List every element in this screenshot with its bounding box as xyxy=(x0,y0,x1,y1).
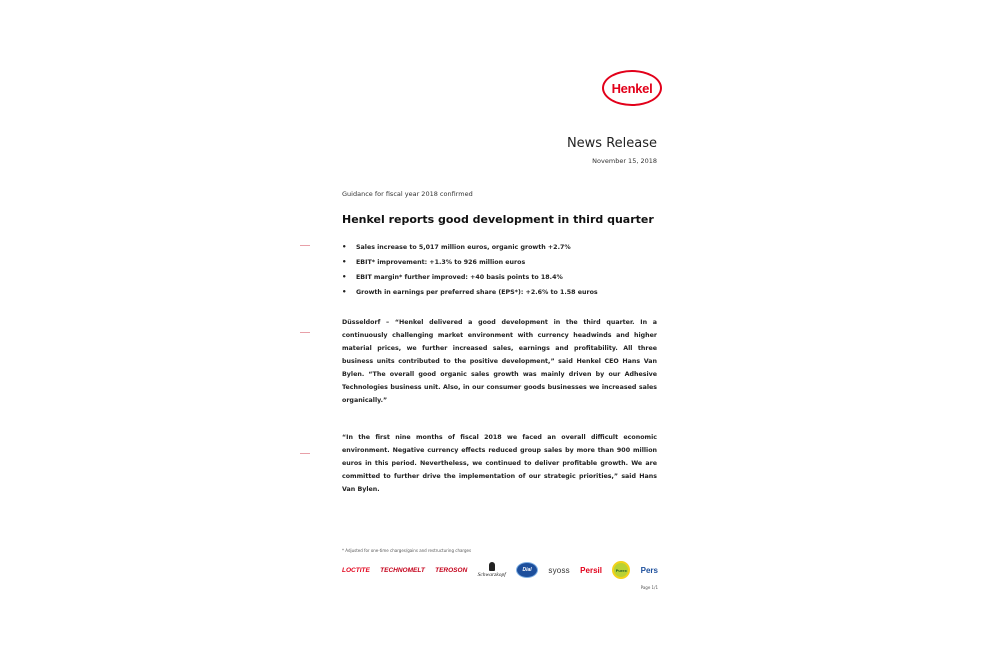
loctite-logo: LOCTITE xyxy=(342,566,370,574)
technomelt-logo: TECHNOMELT xyxy=(380,566,425,574)
highlights-list xyxy=(342,241,598,301)
release-title: News Release xyxy=(566,136,657,151)
body-paragraph: “In the first nine months of fiscal 2018 we faced an overall difficult economic environment. Negative currency effects reduced group sales by more than 900 million euros in this period. Nevertheless, we continued to deliver profitable growth. We are committed to further drive the implementation of our strategic priorities,” said Hans Van Bylen. xyxy=(342,434,657,493)
henkel-logo-text: Henkel xyxy=(611,80,653,96)
purex-logo xyxy=(612,561,630,579)
henkel-logo xyxy=(602,70,662,106)
article-subtitle: Guidance for fiscal year 2018 confirmed xyxy=(342,190,473,198)
body-paragraph: Düsseldorf – “Henkel delivered a good development in the third quarter. In a continuously challenging market environment with currency headwinds and higher material prices, we further increased sales, earnings and profitability. All three business units contributed to the positive development,” said Henkel CEO Hans Van Bylen. “The overall good organic sales growth was mainly driven by our Adhesive Technologies business unit. Also, in our consumer goods businesses we increased sales organically.” xyxy=(342,319,657,404)
purex-logo-text: Purex xyxy=(615,567,627,573)
syoss-logo: syoss xyxy=(548,565,570,575)
teroson-logo: TEROSON xyxy=(435,566,468,574)
brand-logos-row xyxy=(342,559,658,581)
dial-logo-text: Dial xyxy=(522,567,532,573)
release-date: November 15, 2018 xyxy=(592,157,657,165)
schwarzkopf-silhouette-icon xyxy=(489,562,495,571)
margin-mark xyxy=(300,453,310,454)
footnote: * Adjusted for one-time charges/gains and restructuring charges xyxy=(342,548,472,553)
list-item: • Growth in earnings per preferred share (EPS*): +2.6% to 1.58 euros xyxy=(342,286,598,301)
list-item: • Sales increase to 5,017 million euros, organic growth +2.7% xyxy=(342,241,598,256)
pers-logo: Pers xyxy=(640,565,658,575)
margin-mark xyxy=(300,245,310,246)
list-item: • EBIT margin* further improved: +40 basis points to 18.4% xyxy=(342,271,598,286)
list-item: • EBIT* improvement: +1.3% to 926 million euros xyxy=(342,256,598,271)
article-headline: Henkel reports good development in third quarter xyxy=(342,213,654,226)
schwarzkopf-logo xyxy=(478,562,506,578)
dial-logo xyxy=(516,562,538,578)
schwarzkopf-logo-text: Schwarzkopf xyxy=(477,572,506,578)
persil-logo: Persil xyxy=(580,565,602,575)
page-number: Page 1/1 xyxy=(640,585,658,590)
margin-mark xyxy=(300,332,310,333)
